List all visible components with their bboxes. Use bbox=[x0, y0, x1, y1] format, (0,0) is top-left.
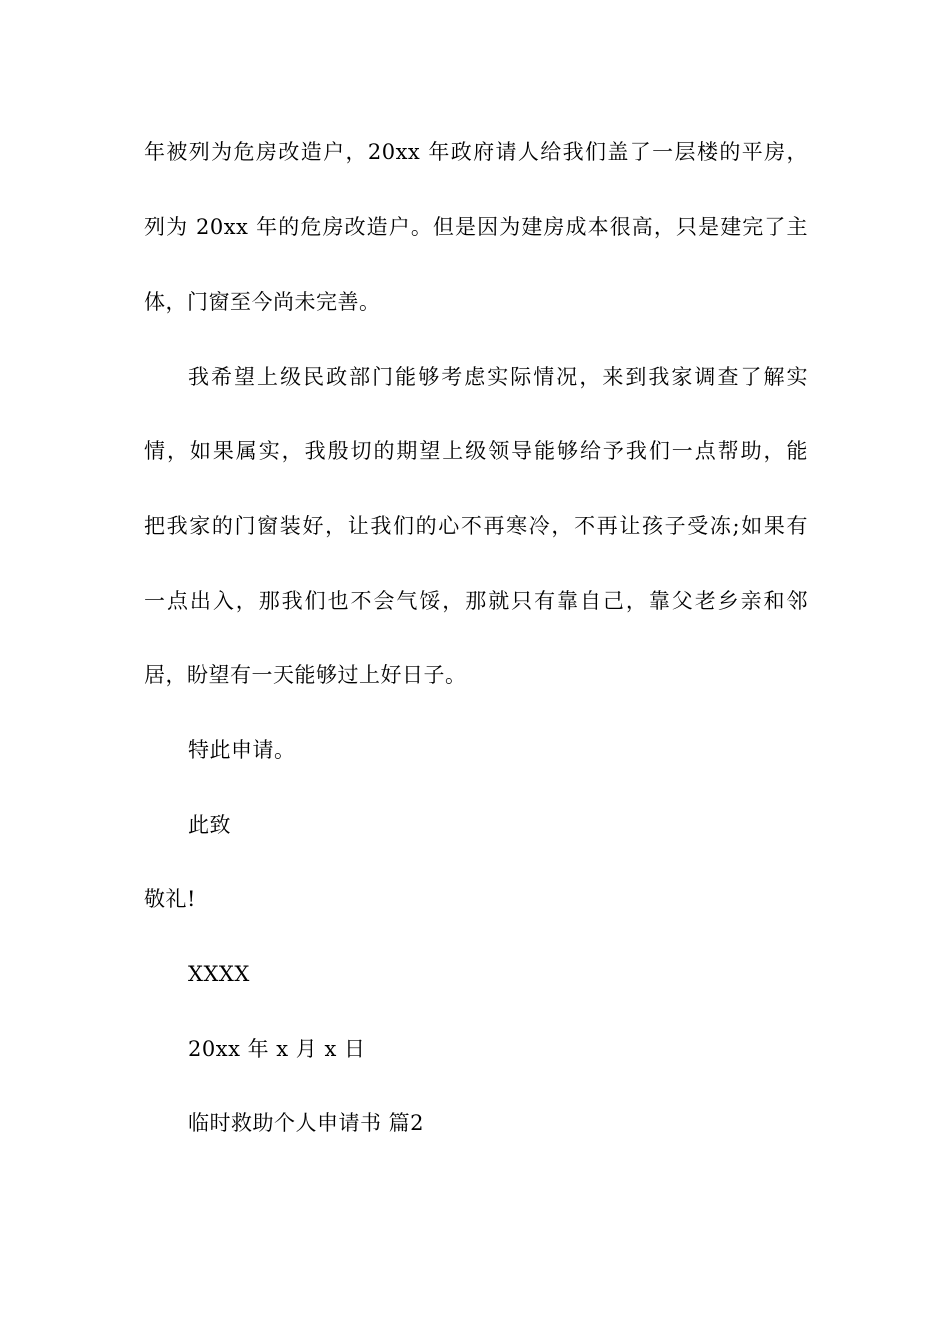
date: 20xx 年 x 月 x 日 bbox=[188, 1037, 366, 1061]
paragraph-line: 列为 20xx 年的危房改造户。但是因为建房成本很高，只是建完了主 bbox=[144, 215, 808, 239]
paragraph-line: 居，盼望有一天能够过上好日子。 bbox=[144, 663, 467, 687]
request-statement: 特此申请。 bbox=[188, 738, 296, 762]
signature: XXXX bbox=[188, 962, 250, 986]
paragraph-line: 我希望上级民政部门能够考虑实际情况，来到我家调查了解实 bbox=[188, 365, 808, 389]
salutation-line-2: 敬礼! bbox=[144, 887, 196, 911]
paragraph-line: 把我家的门窗装好，让我们的心不再寒冷，不再让孩子受冻;如果有 bbox=[144, 514, 808, 538]
salutation-line-1: 此致 bbox=[188, 813, 231, 837]
section-title: 临时救助个人申请书 篇2 bbox=[188, 1111, 425, 1135]
paragraph-line: 体，门窗至今尚未完善。 bbox=[144, 290, 381, 314]
paragraph-line: 年被列为危房改造户，20xx 年政府请人给我们盖了一层楼的平房， bbox=[144, 140, 808, 164]
paragraph-line: 情，如果属实，我殷切的期望上级领导能够给予我们一点帮助，能 bbox=[144, 439, 808, 463]
paragraph-line: 一点出入，那我们也不会气馁，那就只有靠自己，靠父老乡亲和邻 bbox=[144, 589, 808, 613]
